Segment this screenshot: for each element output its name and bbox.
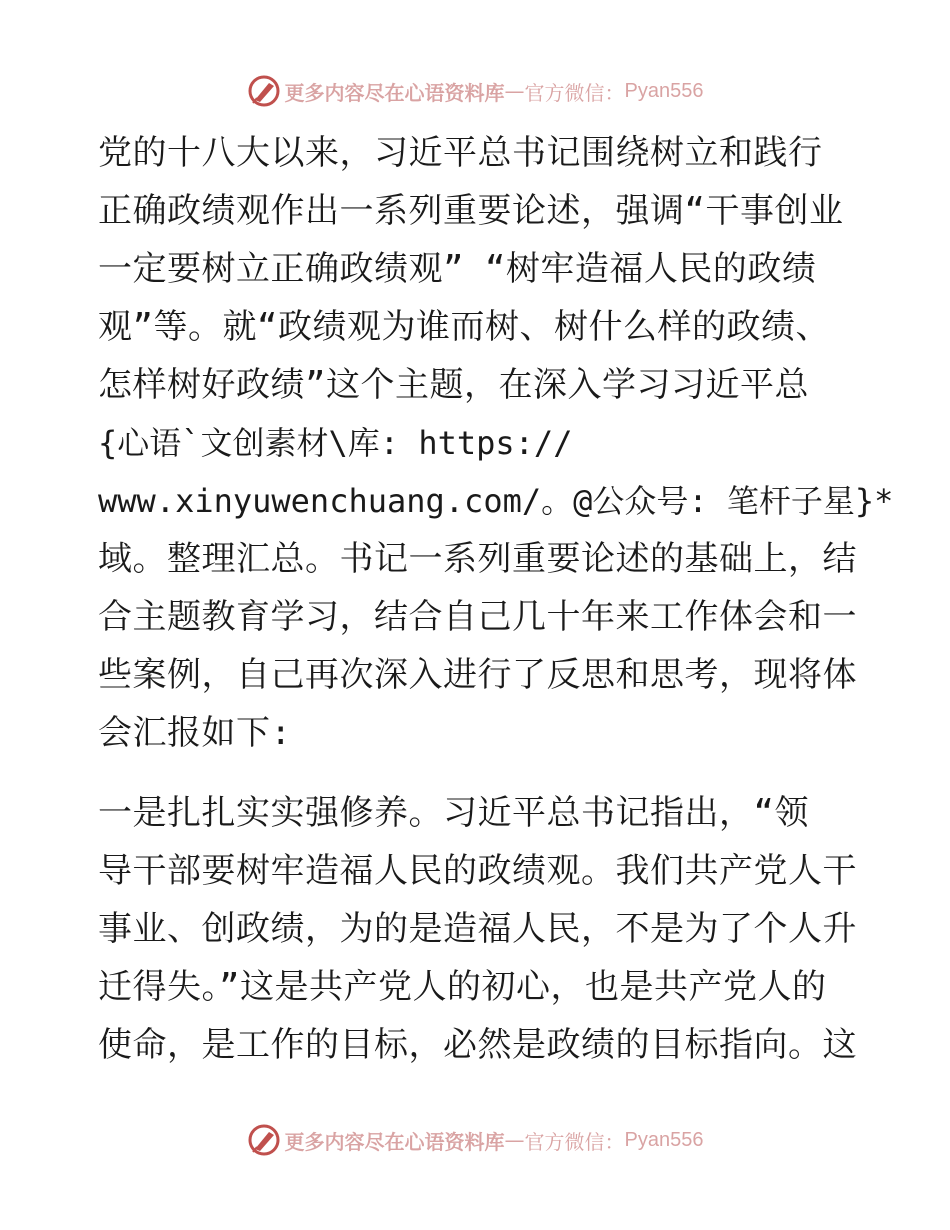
banner-wechat-id: Pyan556 bbox=[624, 79, 704, 102]
text-line: 使命，是工作的目标，必然是政绩的目标指向。这 bbox=[98, 1025, 857, 1065]
paragraph-2 bbox=[98, 784, 858, 1074]
paragraph-gap bbox=[98, 762, 858, 784]
text-line: 党的十八大以来，习近平总书记围绕树立和践行 bbox=[98, 133, 823, 173]
text-line: 域。整理汇总。书记一系列重要论述的基础上，结 bbox=[98, 539, 857, 579]
banner-wechat-id: Pyan556 bbox=[624, 1128, 704, 1151]
quill-logo-icon bbox=[247, 74, 281, 108]
text-line: 怎样树好政绩”这个主题，在深入学习习近平总 bbox=[98, 365, 809, 405]
banner-text: 更多内容尽在心语资料库 bbox=[284, 80, 505, 105]
text-line: {心语`文创素材\库: https:// bbox=[98, 424, 573, 462]
text-line: 事业、创政绩，为的是造福人民，不是为了个人升 bbox=[98, 909, 857, 949]
text-line: 正确政绩观作出一系列重要论述，强调“干事创业 bbox=[98, 191, 844, 231]
banner-dash: — bbox=[504, 79, 525, 103]
text-line: 观”等。就“政绩观为谁而树、树什么样的政绩、 bbox=[98, 307, 830, 347]
header-banner bbox=[0, 71, 950, 111]
text-line: 合主题教育学习，结合自己几十年来工作体会和一 bbox=[98, 597, 857, 637]
text-line: www.xinyuwenchuang.com/。@公众号: 笔杆子星}* bbox=[98, 482, 894, 520]
banner-dash: — bbox=[504, 1128, 525, 1152]
text-line: 会汇报如下: bbox=[98, 713, 292, 753]
quill-logo-icon bbox=[247, 1123, 281, 1157]
banner-wechat-label: 官方微信： bbox=[524, 80, 625, 105]
text-line: 迁得失。”这是共产党人的初心，也是共产党人的 bbox=[98, 967, 827, 1007]
banner-text: 更多内容尽在心语资料库 bbox=[284, 1129, 505, 1154]
document-body bbox=[98, 124, 894, 1074]
paragraph-1 bbox=[98, 124, 894, 762]
banner-wechat-label: 官方微信： bbox=[524, 1129, 625, 1154]
text-line: 一是扎扎实实强修养。习近平总书记指出，“领 bbox=[98, 793, 809, 833]
text-line: 些案例，自己再次深入进行了反思和思考，现将体 bbox=[98, 655, 857, 695]
footer-banner bbox=[0, 1120, 950, 1160]
text-line: 导干部要树牢造福人民的政绩观。我们共产党人干 bbox=[98, 851, 857, 891]
text-line: 一定要树立正确政绩观” “树牢造福人民的政绩 bbox=[98, 249, 817, 289]
